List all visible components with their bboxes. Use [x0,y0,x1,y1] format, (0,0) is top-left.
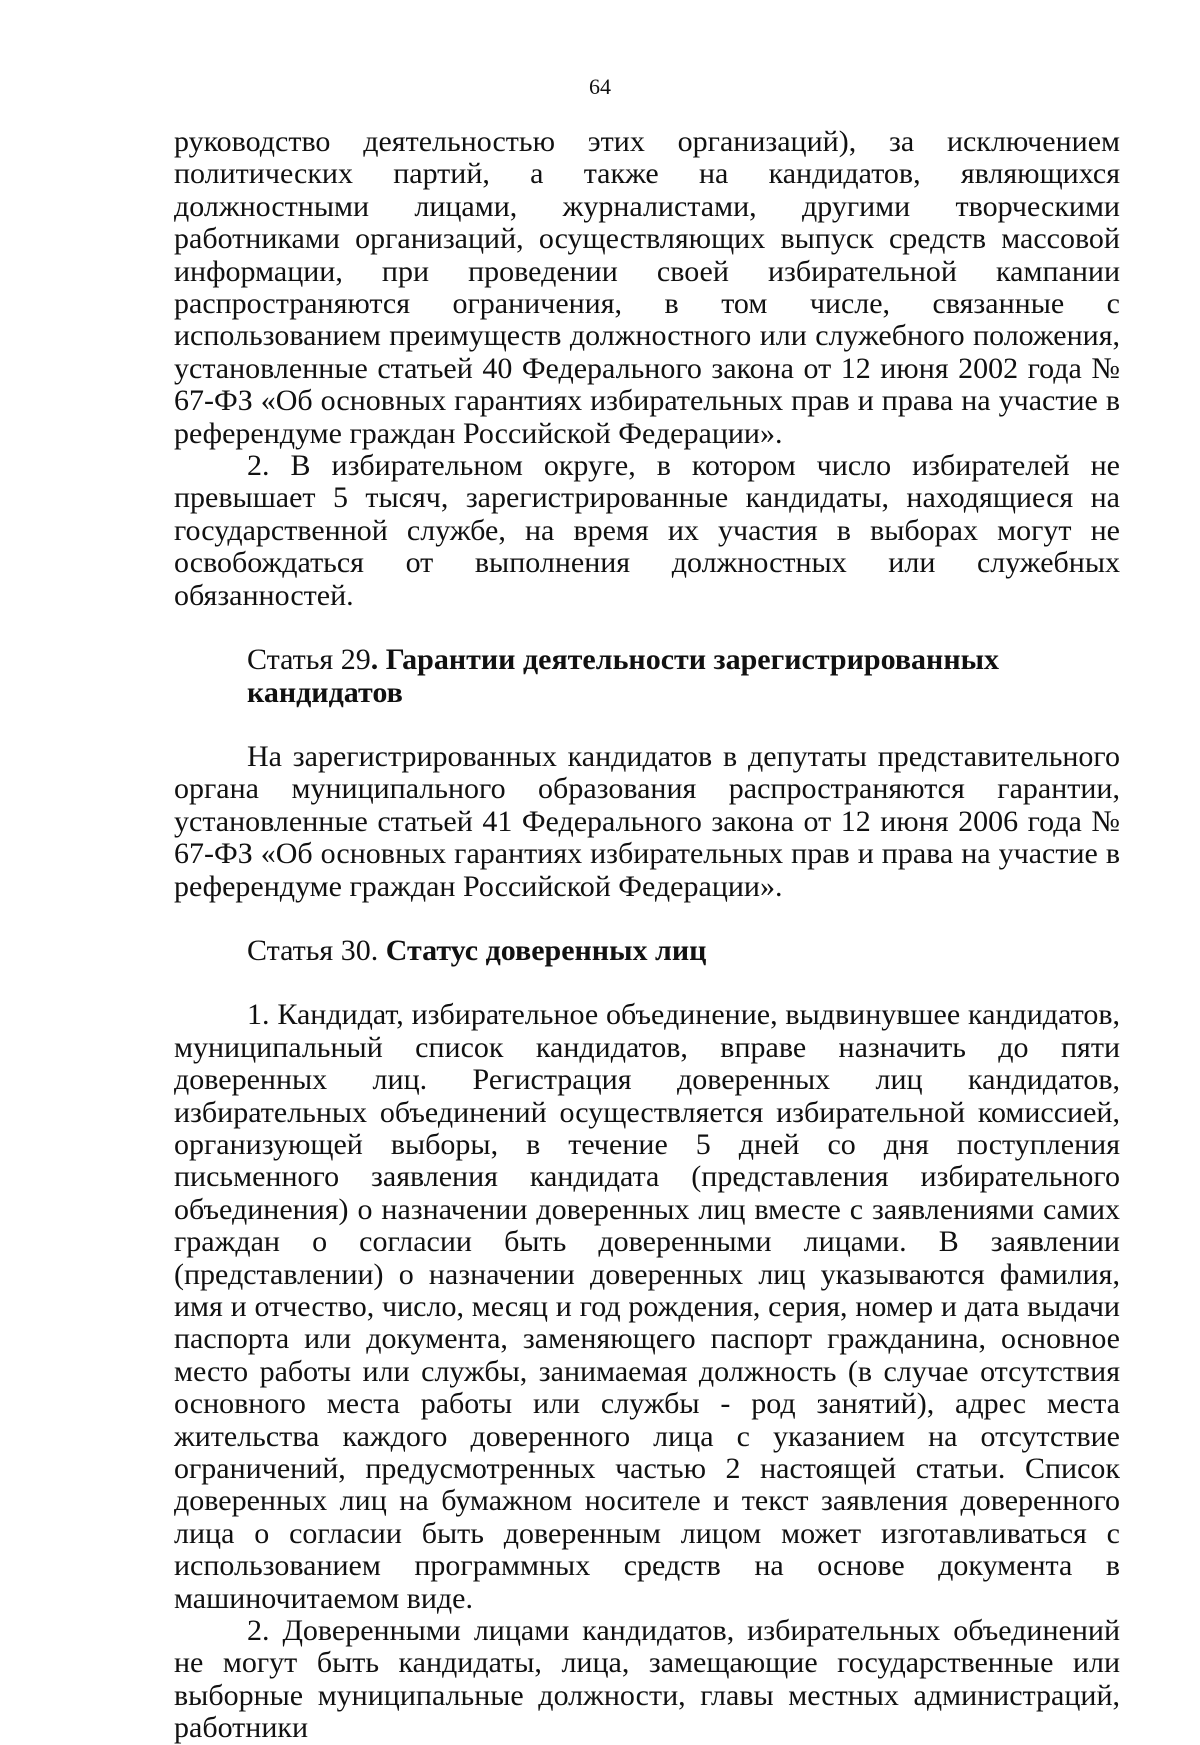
article-heading [174,644,1120,709]
body-paragraph: На зарегистрированных кандидатов в депутаты представительного органа муниципального образования распространяются гарантии, установленные статьей 41 Федерального закона от 12 июня 2006 года № 67-ФЗ «Об основных гарантиях избирательных прав и права на участие в референдуме граждан Российской Федерации». [174,739,1120,903]
body-paragraph: 2. В избирательном округе, в котором число избирателей не превышает 5 тысяч, зарегистрированные кандидаты, находящиеся на государственной службе, на время их участия в выборах могут не освобождаться от выполнения должностных или служебных обязанностей. [174,449,1120,612]
body-paragraph: 1. Кандидат, избирательное объединение, выдвинувшее кандидатов, муниципальный список кандидатов, вправе назначить до пяти доверенных лиц. Регистрация доверенных лиц кандидатов, избирательных объединений осуществляется избирательной комиссией, организующей выборы, в течение 5 дней со дня поступления письменного заявления кандидата (представления избирательного объединения) о назначении доверенных лиц вместе с заявлениями самих граждан о согласии быть доверенными лицами. В заявлении (представлении) о назначении доверенных лиц указываются фамилия, имя и отчество, число, месяц и год рождения, серия, номер и дата выдачи паспорта или документа, заменяющего паспорт гражданина, основное место работы или службы, занимаемая должность (в случае отсутствия основного места работы или службы - род занятий), адрес места жительства каждого доверенного лица с указанием на отсутствие ограничений, предусмотренных частью 2 настоящей статьи. Список доверенных лиц на бумажном носителе и текст заявления доверенного лица о согласии быть доверенным лицом может изготавливаться с использованием программных средств на основе документа в машиночитаемом виде. [174,998,1120,1615]
body-paragraph: 2. Доверенными лицами кандидатов, избирательных объединений не могут быть кандидаты, лица, замещающие государственные или выборные муниципальные должности, главы местных администраций, работники [174,1614,1120,1745]
spacer [174,967,1120,999]
article-title: Статус доверенных лиц [385,933,707,967]
article-heading [174,935,1120,967]
page-content [174,126,1120,1745]
article-number: Статья 30. [247,933,386,967]
article-number: Статья 29 [247,643,371,677]
page-number: 64 [589,74,611,99]
spacer [174,903,1120,935]
spacer [174,612,1120,644]
article-title: . Гарантии деятельности зарегистрированных кандидатов [247,643,1000,709]
spacer [174,709,1120,741]
body-paragraph: руководство деятельностью этих организаций), за исключением политических партий, а также на кандидатов, являющихся должностными лицами, журналистами, другими творческими работниками организаций, осуществляющих выпуск средств массовой информации, при проведении своей избирательной кампании распространяются ограничения, в том числе, связанные с использованием преимуществ должностного или служебного положения, установленные статьей 40 Федерального закона от 12 июня 2002 года № 67-ФЗ «Об основных гарантиях избирательных прав и права на участие в референдуме граждан Российской Федерации». [174,125,1120,450]
